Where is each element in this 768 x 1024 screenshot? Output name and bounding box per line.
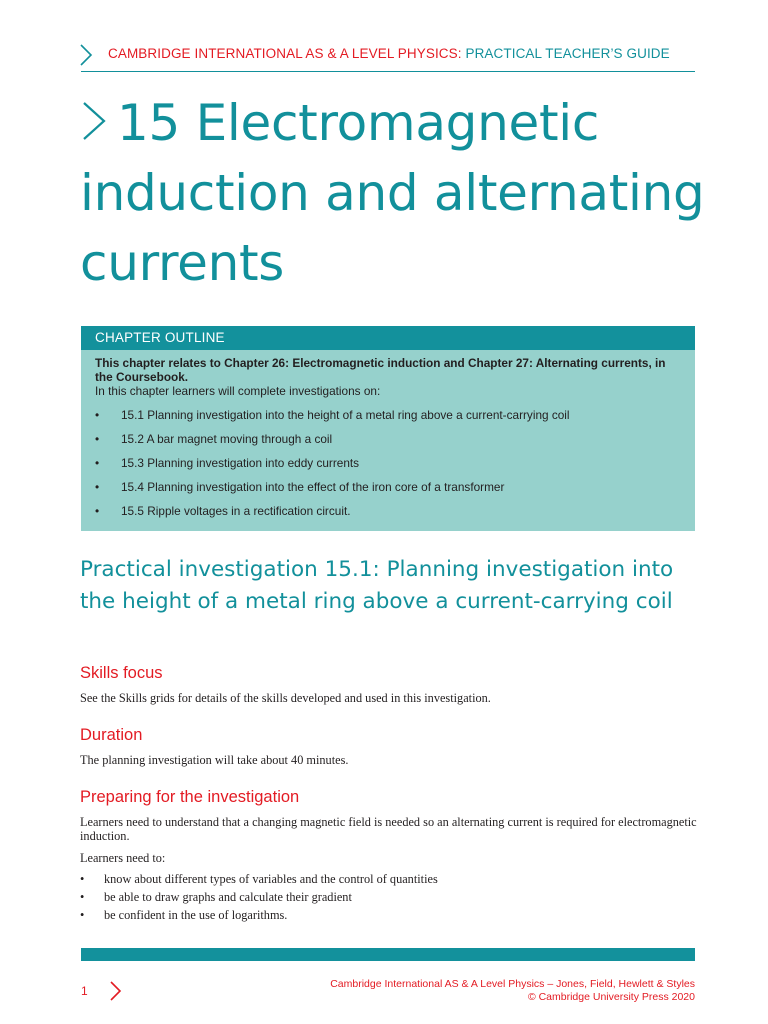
chapter-outline-box (81, 326, 695, 531)
header-rule (81, 71, 695, 72)
needs-list (80, 870, 700, 924)
footer-credit-copyright: © Cambridge University Press 2020 (527, 991, 695, 1003)
footer-credit (330, 978, 695, 1004)
header-guide-title: PRACTICAL TEACHER’S GUIDE (465, 46, 670, 61)
outline-item: • 15.1 Planning investigation into the height of a metal ring above a current-carrying coil (95, 408, 681, 432)
footer-credit-authors: Cambridge International AS & A Level Physics – Jones, Field, Hewlett & Styles (330, 978, 695, 990)
chapter-title-text: Electromagnetic induction and alternating currents (80, 94, 705, 292)
chapter-number: 15 (117, 94, 181, 152)
chapter-title (80, 88, 720, 298)
preparing-text: Learners need to understand that a changing magnetic field is needed so an alternating current is required for electromagnetic induction. (80, 815, 697, 843)
footer-chevron-icon (108, 980, 122, 1002)
running-header (108, 46, 670, 61)
preparing-heading: Preparing for the investigation (80, 788, 300, 806)
outline-item: • 15.3 Planning investigation into eddy currents (95, 456, 681, 480)
header-book-title: CAMBRIDGE INTERNATIONAL AS & A LEVEL PHYSICS: (108, 46, 462, 61)
outline-item: • 15.2 A bar magnet moving through a coil (95, 432, 681, 456)
page-number: 1 (81, 984, 88, 998)
duration-text: The planning investigation will take about 40 minutes. (80, 753, 349, 767)
outline-intro: In this chapter learners will complete investigations on: (95, 384, 381, 398)
investigation-heading: Practical investigation 15.1: Planning investigation into the height of a metal ring above a current-carrying coil (80, 557, 674, 614)
chapter-outline-heading: CHAPTER OUTLINE (81, 326, 695, 350)
needs-item: • be able to draw graphs and calculate their gradient (80, 888, 700, 906)
outline-item: • 15.5 Ripple voltages in a rectification circuit. (95, 504, 681, 528)
outline-item: • 15.4 Planning investigation into the effect of the iron core of a transformer (95, 480, 681, 504)
outline-relates-text: This chapter relates to Chapter 26: Electromagnetic induction and Chapter 27: Alternating currents, in the Coursebook. (95, 356, 666, 384)
skills-focus-heading: Skills focus (80, 664, 163, 682)
footer-bar (81, 948, 695, 961)
duration-heading: Duration (80, 726, 143, 744)
needs-intro: Learners need to: (80, 851, 166, 865)
needs-item: • know about different types of variables and the control of quantities (80, 870, 700, 888)
needs-item: • be confident in the use of logarithms. (80, 906, 700, 924)
skills-focus-text: See the Skills grids for details of the skills developed and used in this investigation. (80, 691, 491, 705)
outline-list (95, 408, 681, 528)
header-chevron-icon (78, 43, 94, 67)
